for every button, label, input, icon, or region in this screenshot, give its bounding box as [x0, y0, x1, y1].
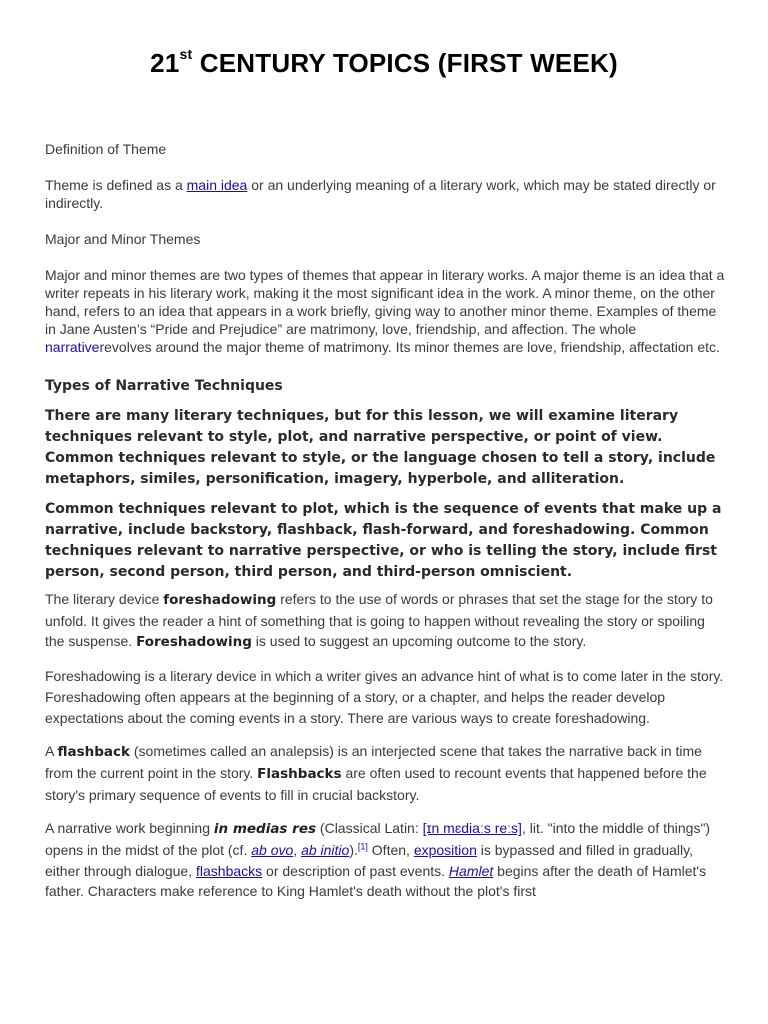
- ipa-pronunciation-link[interactable]: [ɪn mɛdiaːs reːs]: [422, 820, 522, 837]
- main-idea-link[interactable]: main idea: [186, 177, 248, 193]
- paragraph-text: is used to suggest an upcoming outcome to the story.: [251, 633, 587, 650]
- ab-ovo-link[interactable]: ab ovo: [251, 842, 294, 859]
- paragraph-text: is bypassed and filled in gradually, either through dialogue,: [45, 842, 693, 879]
- flashback-term: flashback: [57, 744, 130, 761]
- paragraph-text: or description of past events.: [262, 862, 449, 879]
- paragraph-text: (Classical Latin:: [316, 820, 423, 837]
- plot-perspective-paragraph: Common techniques relevant to plot, which is the sequence of events that make up a narrative, include backstory, flashback, flash-forward, and foreshadowing. Common techniques relevant to narrative perspective, or who is telling the story, include first person, second person, third person, and third-person omniscient.: [45, 501, 722, 580]
- document-body: [45, 140, 725, 902]
- reference-1-link[interactable]: [1]: [357, 841, 368, 852]
- paragraph-text: or an underlying meaning of a literary work, which may be stated directly or indirectly.: [45, 177, 716, 211]
- paragraph-text: revolves around the major theme of matrimony. Its minor themes are love, friendship, affectation etc.: [99, 339, 720, 355]
- section-heading-major-minor-themes: Major and Minor Themes: [45, 231, 201, 247]
- title-superscript: st: [179, 46, 193, 63]
- paragraph-text: Major and minor themes are two types of themes that appear in literary works. A major theme is an idea that a writer repeats in his literary work, making it the most significant idea in the work. A minor theme, on the other hand, refers to an idea that appears in a work briefly, giving way to another minor theme. Examples of theme in Jane Austen’s “Pride and Prejudice” are matrimony, love, friendship, and affection. The whole: [45, 267, 725, 337]
- paragraph-text: A narrative work beginning: [45, 820, 214, 837]
- paragraph-text: , lit. "into the middle of things") opens in the midst of the plot (cf.: [45, 820, 711, 859]
- page-title: [0, 48, 768, 79]
- paragraph-text: Often,: [367, 842, 414, 859]
- foreshadowing-paragraph: [45, 589, 725, 653]
- hamlet-link[interactable]: Hamlet: [448, 862, 494, 879]
- flashback-term: Flashbacks: [257, 765, 342, 782]
- foreshadowing-term: Foreshadowing: [136, 634, 252, 651]
- ab-initio-link[interactable]: ab initio: [301, 842, 350, 859]
- narrative-link[interactable]: narrative: [45, 339, 100, 355]
- paragraph-text: A: [45, 743, 58, 760]
- literary-techniques-paragraph: There are many literary techniques, but for this lesson, we will examine literary techniques relevant to style, plot, and narrative perspective, or point of view. Common techniques relevant to style, or the language chosen to tell a story, include metaphors, similes, personification, imagery, hyperbole, and alliteration.: [45, 408, 716, 487]
- theme-definition-paragraph: [45, 176, 725, 212]
- section-heading-narrative-techniques: Types of Narrative Techniques: [45, 378, 283, 394]
- paragraph-text: ,: [293, 842, 302, 859]
- in-medias-res-paragraph: [45, 818, 725, 902]
- paragraph-text: The literary device: [45, 591, 164, 607]
- paragraph-text: are often used to recount events that happened before the story's primary sequence of events to fill in crucial backstory.: [45, 764, 707, 803]
- major-minor-themes-paragraph: [45, 266, 725, 356]
- title-number: 21: [150, 48, 180, 78]
- foreshadowing-term: foreshadowing: [163, 592, 277, 608]
- flashback-paragraph: [45, 741, 725, 805]
- foreshadowing-definition-paragraph: Foreshadowing is a literary device in which a writer gives an advance hint of what is to come later in the story. Foreshadowing often appears at the beginning of a story, or a chapter, and helps the reader develop expectations about the coming events in a story. There are various ways to create foreshadowing.: [45, 668, 724, 726]
- paragraph-text: begins after the death of Hamlet's father. Characters make reference to King Hamlet's death without the plot's first: [45, 862, 707, 900]
- in-medias-res-term: in medias res: [213, 821, 317, 838]
- paragraph-text: Theme is defined as a: [45, 177, 187, 193]
- exposition-link[interactable]: exposition: [413, 842, 477, 859]
- flashbacks-link[interactable]: flashbacks: [196, 862, 263, 879]
- paragraph-text: ).: [349, 842, 358, 859]
- title-text: CENTURY TOPICS (FIRST WEEK): [192, 48, 618, 78]
- paragraph-text: (sometimes called an analepsis) is an interjected scene that takes the narrative back in time from the current point in the story.: [45, 743, 702, 781]
- paragraph-text: refers to the use of words or phrases that set the stage for the story to unfold. It gives the reader a hint of something that is going to happen without revealing the story or spoiling the suspense.: [45, 591, 713, 650]
- section-heading-theme-definition: Definition of Theme: [45, 141, 167, 157]
